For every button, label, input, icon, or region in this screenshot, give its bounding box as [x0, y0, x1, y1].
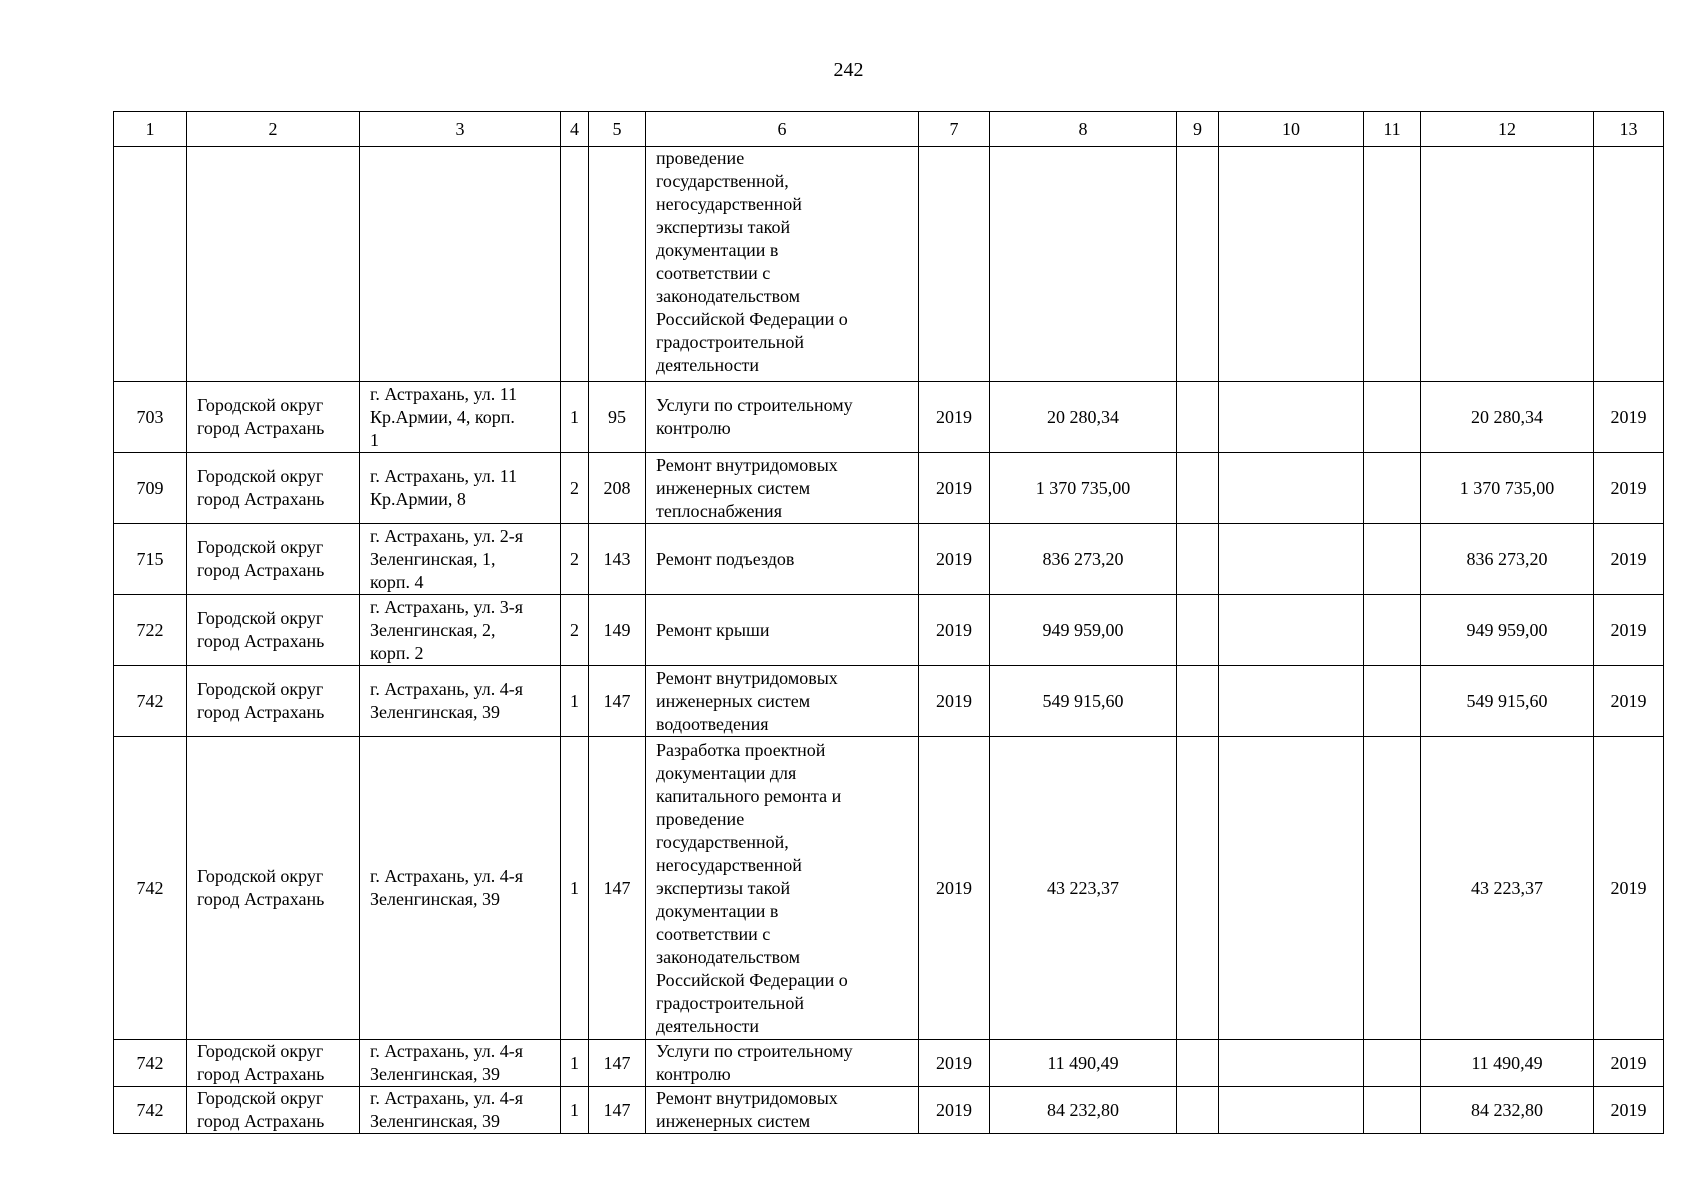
cell-row-number: 742: [114, 1040, 187, 1087]
cell-municipality: Городской округ город Астрахань: [187, 382, 360, 453]
table-row: [114, 1087, 1664, 1134]
cell-col-10: [1219, 1040, 1364, 1087]
cell-col-4: 1: [561, 1040, 589, 1087]
capital-repair-table: [113, 111, 1664, 1134]
cell-total-amount: 949 959,00: [1421, 595, 1594, 666]
header-row: [114, 112, 1664, 147]
cell-col-9: [1177, 1087, 1219, 1134]
cell-municipality: Городской округ город Астрахань: [187, 737, 360, 1040]
cell-col-4: 2: [561, 524, 589, 595]
cell-col-5: 143: [589, 524, 646, 595]
cell-col-10: [1219, 453, 1364, 524]
column-header-8: 8: [990, 112, 1177, 147]
column-header-2: 2: [187, 112, 360, 147]
cell-work-type: Ремонт внутридомовых инженерных систем водоотведения: [646, 666, 919, 737]
cell-address: г. Астрахань, ул. 3-я Зеленгинская, 2, корп. 2: [360, 595, 561, 666]
cell-address: г. Астрахань, ул. 2-я Зеленгинская, 1, корп. 4: [360, 524, 561, 595]
cell-work-type: Ремонт внутридомовых инженерных систем: [646, 1087, 919, 1134]
cell-col-4: 1: [561, 382, 589, 453]
cell-completion-year: 2019: [1594, 595, 1664, 666]
cell-col-10: [1219, 147, 1364, 382]
cell-col-11: [1364, 666, 1421, 737]
cell-year: 2019: [919, 382, 990, 453]
cell-col-11: [1364, 524, 1421, 595]
cell-total-amount: [1421, 147, 1594, 382]
cell-municipality: Городской округ город Астрахань: [187, 453, 360, 524]
cell-work-type: Ремонт внутридомовых инженерных систем теплоснабжения: [646, 453, 919, 524]
cell-work-type: Услуги по строительному контролю: [646, 382, 919, 453]
cell-col-10: [1219, 382, 1364, 453]
cell-completion-year: 2019: [1594, 1087, 1664, 1134]
cell-row-number: 742: [114, 666, 187, 737]
cell-address: г. Астрахань, ул. 4-я Зеленгинская, 39: [360, 1087, 561, 1134]
column-header-10: 10: [1219, 112, 1364, 147]
cell-col-9: [1177, 453, 1219, 524]
cell-address: г. Астрахань, ул. 4-я Зеленгинская, 39: [360, 737, 561, 1040]
column-header-6: 6: [646, 112, 919, 147]
table-body: [114, 147, 1664, 1134]
cell-col-9: [1177, 666, 1219, 737]
cell-col-5: 147: [589, 737, 646, 1040]
cell-municipality: Городской округ город Астрахань: [187, 595, 360, 666]
column-header-3: 3: [360, 112, 561, 147]
cell-work-type: Услуги по строительному контролю: [646, 1040, 919, 1087]
cell-year: 2019: [919, 1087, 990, 1134]
column-header-11: 11: [1364, 112, 1421, 147]
cell-total-amount: 11 490,49: [1421, 1040, 1594, 1087]
cell-col-5: 95: [589, 382, 646, 453]
cell-row-number: 742: [114, 1087, 187, 1134]
cell-amount: 549 915,60: [990, 666, 1177, 737]
cell-municipality: [187, 147, 360, 382]
cell-col-5: 147: [589, 666, 646, 737]
table-row: [114, 595, 1664, 666]
cell-completion-year: 2019: [1594, 524, 1664, 595]
cell-year: 2019: [919, 595, 990, 666]
cell-work-type: Разработка проектной документации для капитального ремонта и проведение государственной, негосударственной экспертизы такой документации в соответствии с законодательством Российской Федерации о градостроительной деятельности: [646, 737, 919, 1040]
cell-row-number: 715: [114, 524, 187, 595]
cell-col-10: [1219, 524, 1364, 595]
cell-amount: 43 223,37: [990, 737, 1177, 1040]
cell-col-9: [1177, 737, 1219, 1040]
column-header-12: 12: [1421, 112, 1594, 147]
cell-total-amount: 836 273,20: [1421, 524, 1594, 595]
cell-total-amount: 1 370 735,00: [1421, 453, 1594, 524]
cell-total-amount: 84 232,80: [1421, 1087, 1594, 1134]
cell-col-11: [1364, 1040, 1421, 1087]
cell-col-11: [1364, 1087, 1421, 1134]
cell-address: г. Астрахань, ул. 11 Кр.Армии, 8: [360, 453, 561, 524]
cell-col-10: [1219, 1087, 1364, 1134]
cell-amount: 84 232,80: [990, 1087, 1177, 1134]
cell-col-11: [1364, 382, 1421, 453]
cell-address: г. Астрахань, ул. 4-я Зеленгинская, 39: [360, 666, 561, 737]
cell-col-4: 1: [561, 666, 589, 737]
cell-col-5: 149: [589, 595, 646, 666]
cell-completion-year: 2019: [1594, 382, 1664, 453]
cell-col-11: [1364, 595, 1421, 666]
cell-col-9: [1177, 382, 1219, 453]
table-row: [114, 524, 1664, 595]
cell-col-4: [561, 147, 589, 382]
cell-col-9: [1177, 147, 1219, 382]
cell-row-number: 709: [114, 453, 187, 524]
column-header-9: 9: [1177, 112, 1219, 147]
cell-address: [360, 147, 561, 382]
table-row: [114, 1040, 1664, 1087]
cell-col-9: [1177, 524, 1219, 595]
table-row: [114, 453, 1664, 524]
cell-amount: 1 370 735,00: [990, 453, 1177, 524]
cell-municipality: Городской округ город Астрахань: [187, 1040, 360, 1087]
cell-amount: 11 490,49: [990, 1040, 1177, 1087]
cell-total-amount: 43 223,37: [1421, 737, 1594, 1040]
cell-year: [919, 147, 990, 382]
cell-col-5: 208: [589, 453, 646, 524]
cell-col-4: 2: [561, 453, 589, 524]
table-row: [114, 147, 1664, 382]
cell-municipality: Городской округ город Астрахань: [187, 1087, 360, 1134]
cell-col-11: [1364, 737, 1421, 1040]
cell-year: 2019: [919, 666, 990, 737]
cell-year: 2019: [919, 453, 990, 524]
cell-completion-year: 2019: [1594, 737, 1664, 1040]
column-header-5: 5: [589, 112, 646, 147]
cell-col-10: [1219, 666, 1364, 737]
cell-municipality: Городской округ город Астрахань: [187, 524, 360, 595]
page-number: 242: [833, 59, 864, 81]
cell-col-11: [1364, 453, 1421, 524]
column-header-13: 13: [1594, 112, 1664, 147]
cell-col-4: 2: [561, 595, 589, 666]
cell-col-5: [589, 147, 646, 382]
cell-row-number: 722: [114, 595, 187, 666]
table-row: [114, 666, 1664, 737]
cell-amount: 949 959,00: [990, 595, 1177, 666]
cell-total-amount: 549 915,60: [1421, 666, 1594, 737]
cell-year: 2019: [919, 524, 990, 595]
cell-completion-year: 2019: [1594, 1040, 1664, 1087]
cell-col-10: [1219, 737, 1364, 1040]
cell-year: 2019: [919, 737, 990, 1040]
table-row: [114, 737, 1664, 1040]
cell-col-10: [1219, 595, 1364, 666]
cell-amount: [990, 147, 1177, 382]
cell-col-9: [1177, 1040, 1219, 1087]
cell-work-type: Ремонт подъездов: [646, 524, 919, 595]
cell-municipality: Городской округ город Астрахань: [187, 666, 360, 737]
table-row: [114, 382, 1664, 453]
cell-amount: 836 273,20: [990, 524, 1177, 595]
column-header-7: 7: [919, 112, 990, 147]
cell-work-type: Ремонт крыши: [646, 595, 919, 666]
cell-row-number: [114, 147, 187, 382]
cell-row-number: 742: [114, 737, 187, 1040]
cell-completion-year: 2019: [1594, 453, 1664, 524]
table-header: [114, 112, 1664, 147]
cell-total-amount: 20 280,34: [1421, 382, 1594, 453]
cell-col-4: 1: [561, 1087, 589, 1134]
cell-address: г. Астрахань, ул. 4-я Зеленгинская, 39: [360, 1040, 561, 1087]
column-header-1: 1: [114, 112, 187, 147]
cell-col-4: 1: [561, 737, 589, 1040]
cell-col-5: 147: [589, 1087, 646, 1134]
cell-row-number: 703: [114, 382, 187, 453]
cell-work-type: проведение государственной, негосударственной экспертизы такой документации в соответствии с законодательством Российской Федерации о градостроительной деятельности: [646, 147, 919, 382]
cell-completion-year: 2019: [1594, 666, 1664, 737]
cell-col-11: [1364, 147, 1421, 382]
cell-completion-year: [1594, 147, 1664, 382]
cell-amount: 20 280,34: [990, 382, 1177, 453]
column-header-4: 4: [561, 112, 589, 147]
cell-col-9: [1177, 595, 1219, 666]
cell-col-5: 147: [589, 1040, 646, 1087]
cell-year: 2019: [919, 1040, 990, 1087]
cell-address: г. Астрахань, ул. 11 Кр.Армии, 4, корп. 1: [360, 382, 561, 453]
